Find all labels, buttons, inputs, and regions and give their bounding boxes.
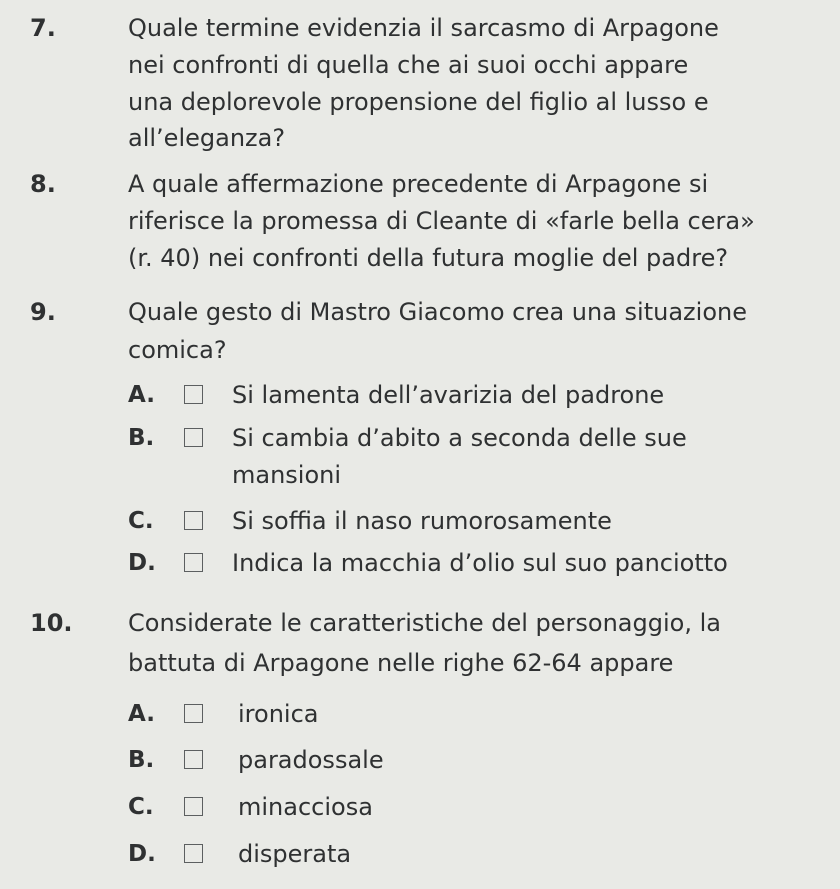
option-text: minacciosa (238, 793, 373, 821)
answer-checkbox[interactable] (184, 511, 203, 530)
option-text: Indica la macchia d’olio sul suo panciotto (232, 549, 728, 577)
answer-checkbox[interactable] (184, 750, 203, 769)
option-letter: C. (128, 508, 154, 534)
option-text: ironica (238, 700, 319, 728)
option-text: disperata (238, 840, 352, 868)
option-letter: B. (128, 425, 155, 451)
option-text: Si lamenta dell’avarizia del padrone (232, 381, 665, 409)
option-letter: B. (128, 747, 155, 773)
option-text: mansioni (232, 461, 342, 489)
answer-checkbox[interactable] (184, 553, 203, 572)
option-letter: A. (128, 382, 155, 408)
option-letter: D. (128, 841, 156, 867)
option-letter: A. (128, 701, 155, 727)
question-text-line: A quale affermazione precedente di Arpagone si (128, 170, 709, 198)
answer-checkbox[interactable] (184, 797, 203, 816)
option-letter: D. (128, 550, 156, 576)
question-text-line: una deplorevole propensione del figlio al lusso e (128, 88, 709, 116)
question-number: 8. (30, 170, 56, 198)
answer-checkbox[interactable] (184, 704, 203, 723)
question-text-line: (r. 40) nei confronti della futura moglie del padre? (128, 244, 729, 272)
option-text: Si soffia il naso rumorosamente (232, 507, 612, 535)
question-text-line: Quale gesto di Mastro Giacomo crea una situazione (128, 298, 747, 326)
question-text-line: all’eleganza? (128, 124, 286, 152)
question-text-line: nei confronti di quella che ai suoi occhi appare (128, 51, 689, 79)
answer-checkbox[interactable] (184, 385, 203, 404)
question-text-line: riferisce la promessa di Cleante di «farle bella cera» (128, 207, 755, 235)
question-text-line: battuta di Arpagone nelle righe 62-64 appare (128, 649, 674, 677)
question-number: 7. (30, 14, 56, 42)
answer-checkbox[interactable] (184, 844, 203, 863)
question-number: 9. (30, 298, 56, 326)
question-text-line: Considerate le caratteristiche del personaggio, la (128, 609, 721, 637)
option-text: Si cambia d’abito a seconda delle sue (232, 424, 687, 452)
question-text-line: comica? (128, 336, 227, 364)
answer-checkbox[interactable] (184, 428, 203, 447)
option-text: paradossale (238, 746, 384, 774)
question-text-line: Quale termine evidenzia il sarcasmo di Arpagone (128, 14, 719, 42)
question-number: 10. (30, 609, 73, 637)
option-letter: C. (128, 794, 154, 820)
